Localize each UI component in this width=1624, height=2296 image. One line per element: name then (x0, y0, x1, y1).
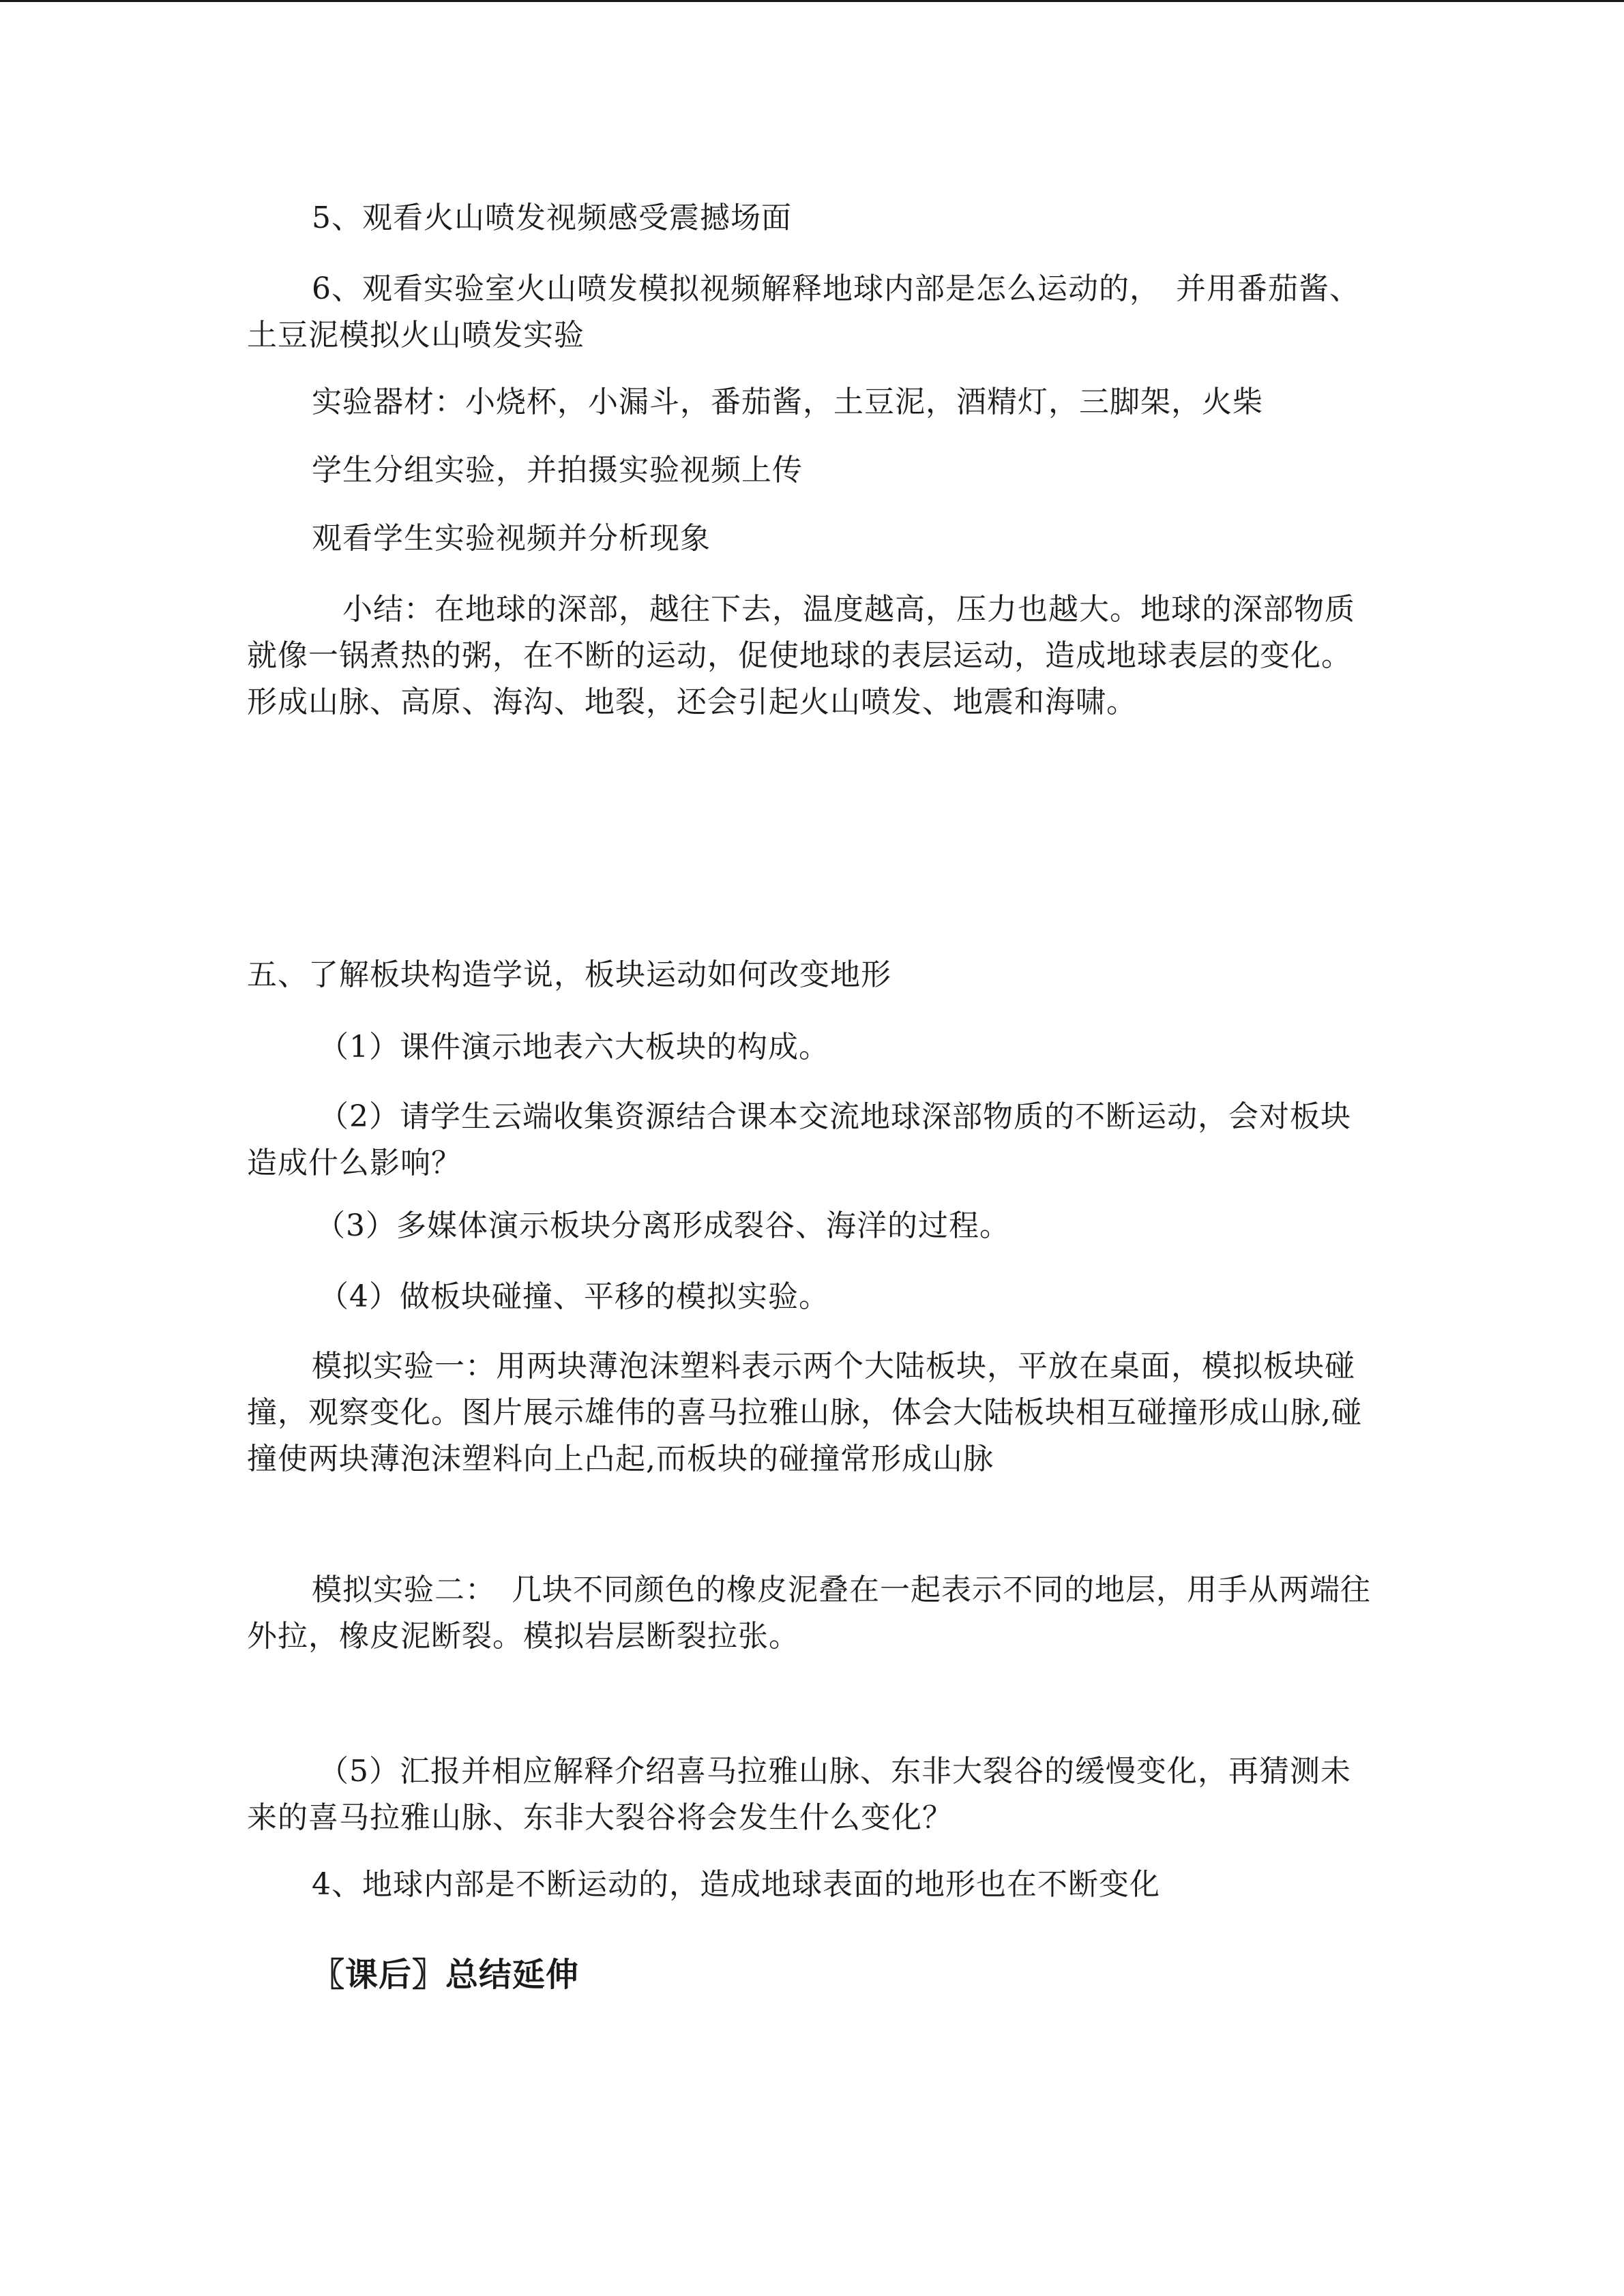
heading-after-class-summary: 〖课后〗总结延伸 (312, 1956, 580, 1994)
paragraph-step-5: （5）汇报并相应解释介绍喜马拉雅山脉、东非大裂谷的缓慢变化，再猜测未来的喜马拉雅山脉、东非大裂谷将会发生什么变化？ (247, 1754, 1351, 1835)
paragraph-group-experiment: 学生分组实验，并拍摄实验视频上传 (312, 453, 803, 488)
paragraph-analyze-phenomena: 观看学生实验视频并分析现象 (312, 521, 711, 556)
paragraph-watch-volcano-video: 5、观看火山喷发视频感受震撼场面 (312, 200, 792, 235)
paragraph-conclusion-4: 4、地球内部是不断运动的，造成地球表面的地形也在不断变化 (312, 1867, 1160, 1902)
paragraph-step-1: （1）课件演示地表六大板块的构成。 (319, 1030, 829, 1064)
paragraph-summary: 小结：在地球的深部，越往下去，温度越高，压力也越大。地球的深部物质就像一锅煮热的粥，在不断的运动，促使地球的表层运动，造成地球表层的变化。形成山脉、高原、海沟、地裂，还会引起火山喷发、地震和海啸。 (247, 592, 1355, 719)
paragraph-step-4: （4）做板块碰撞、平移的模拟实验。 (319, 1279, 829, 1314)
paragraph-simulation-experiment-1: 模拟实验一：用两块薄泡沫塑料表示两个大陆板块，平放在桌面，模拟板块碰撞，观察变化。图片展示雄伟的喜马拉雅山脉，体会大陆板块相互碰撞形成山脉,碰撞使两块薄泡沫塑料向上凸起,而板块的碰撞常形成山脉 (247, 1349, 1362, 1476)
top-border-line (0, 0, 1624, 2)
paragraph-step-2: （2）请学生云端收集资源结合课本交流地球深部物质的不断运动，会对板块造成什么影响？ (247, 1099, 1351, 1180)
paragraph-step-3: （3）多媒体演示板块分离形成裂谷、海洋的过程。 (315, 1208, 1010, 1243)
paragraph-experiment-materials: 实验器材：小烧杯，小漏斗，番茄酱，土豆泥，酒精灯，三脚架，火柴 (312, 385, 1263, 419)
paragraph-simulation-experiment-2: 模拟实验二： 几块不同颜色的橡皮泥叠在一起表示不同的地层，用手从两端往外拉，橡皮泥断裂。模拟岩层断裂拉张。 (247, 1572, 1371, 1654)
paragraph-lab-volcano-simulation: 6、观看实验室火山喷发模拟视频解释地球内部是怎么运动的， 并用番茄酱、土豆泥模拟火山喷发实验 (247, 271, 1360, 353)
section-heading-plate-tectonics: 五、了解板块构造学说，板块运动如何改变地形 (247, 957, 891, 992)
